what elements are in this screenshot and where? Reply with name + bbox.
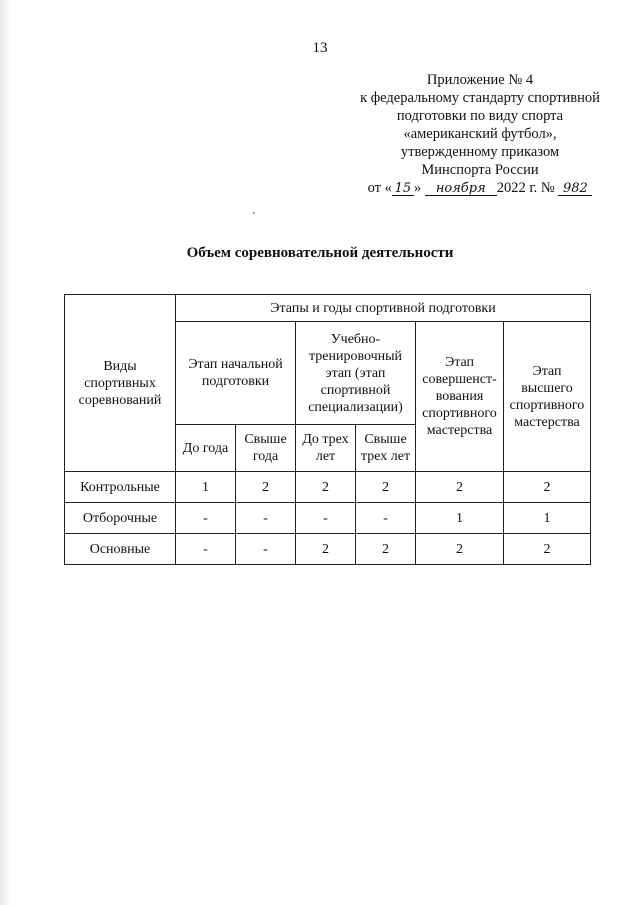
- order-date-line: [330, 179, 630, 197]
- date-month: ноября: [425, 182, 497, 196]
- table-row: [65, 534, 591, 565]
- table-cell: 1: [176, 472, 236, 503]
- table-header-row: [65, 295, 591, 322]
- date-prefix: от «: [367, 180, 392, 196]
- date-day: 15: [392, 182, 414, 196]
- stage-improvement-header: Этап совершенст-вования спортивного мастерства: [416, 322, 504, 472]
- table-cell: 2: [504, 534, 591, 565]
- table-row: [65, 472, 591, 503]
- table-cell: 2: [416, 472, 504, 503]
- date-quote-close: »: [413, 180, 422, 196]
- table-row: [65, 503, 591, 534]
- table-cell: -: [356, 503, 416, 534]
- stray-mark: ': [253, 211, 255, 222]
- scan-edge-shadow: [0, 0, 12, 905]
- stage-training-header: Учебно-тренировочный этап (этап спортивной специализации): [296, 322, 416, 425]
- appendix-line: к федеральному стандарту спортивной: [360, 90, 600, 106]
- subheader-up-to-three-years: До трех лет: [296, 425, 356, 472]
- table-cell: -: [296, 503, 356, 534]
- table-cell: -: [236, 503, 296, 534]
- group-header: Этапы и годы спортивной подготовки: [176, 295, 591, 322]
- table-cell: -: [176, 534, 236, 565]
- appendix-line: «американский футбол»,: [403, 126, 557, 142]
- date-year: 2022 г. №: [496, 180, 555, 196]
- subheader-over-year: Свыше года: [236, 425, 296, 472]
- stage-initial-header: Этап начальной подготовки: [176, 322, 296, 425]
- document-title: Объем соревновательной деятельности: [186, 245, 454, 261]
- table-cell: 2: [356, 472, 416, 503]
- page-number: 13: [312, 40, 328, 56]
- table-cell: 2: [504, 472, 591, 503]
- kind-header: Виды спортивных соревнований: [65, 295, 176, 472]
- stage-highest-header: Этап высшего спортивного мастерства: [504, 322, 591, 472]
- table-cell: 2: [296, 534, 356, 565]
- subheader-up-to-year: До года: [176, 425, 236, 472]
- table-cell: 1: [416, 503, 504, 534]
- table-cell: 2: [356, 534, 416, 565]
- row-label: Контрольные: [65, 472, 176, 503]
- competition-volume-table: [64, 294, 591, 565]
- appendix-line: подготовки по виду спорта: [396, 108, 564, 124]
- appendix-header: [330, 71, 630, 197]
- table-cell: 2: [296, 472, 356, 503]
- table-cell: -: [236, 534, 296, 565]
- table-cell: -: [176, 503, 236, 534]
- appendix-line: Минспорта России: [421, 162, 539, 178]
- subheader-over-three-years: Свыше трех лет: [356, 425, 416, 472]
- table-cell: 2: [416, 534, 504, 565]
- appendix-line: Приложение № 4: [426, 72, 534, 88]
- row-label: Основные: [65, 534, 176, 565]
- order-number: 982: [558, 182, 592, 196]
- appendix-line: утвержденному приказом: [400, 144, 560, 160]
- table-cell: 1: [504, 503, 591, 534]
- row-label: Отборочные: [65, 503, 176, 534]
- table-cell: 2: [236, 472, 296, 503]
